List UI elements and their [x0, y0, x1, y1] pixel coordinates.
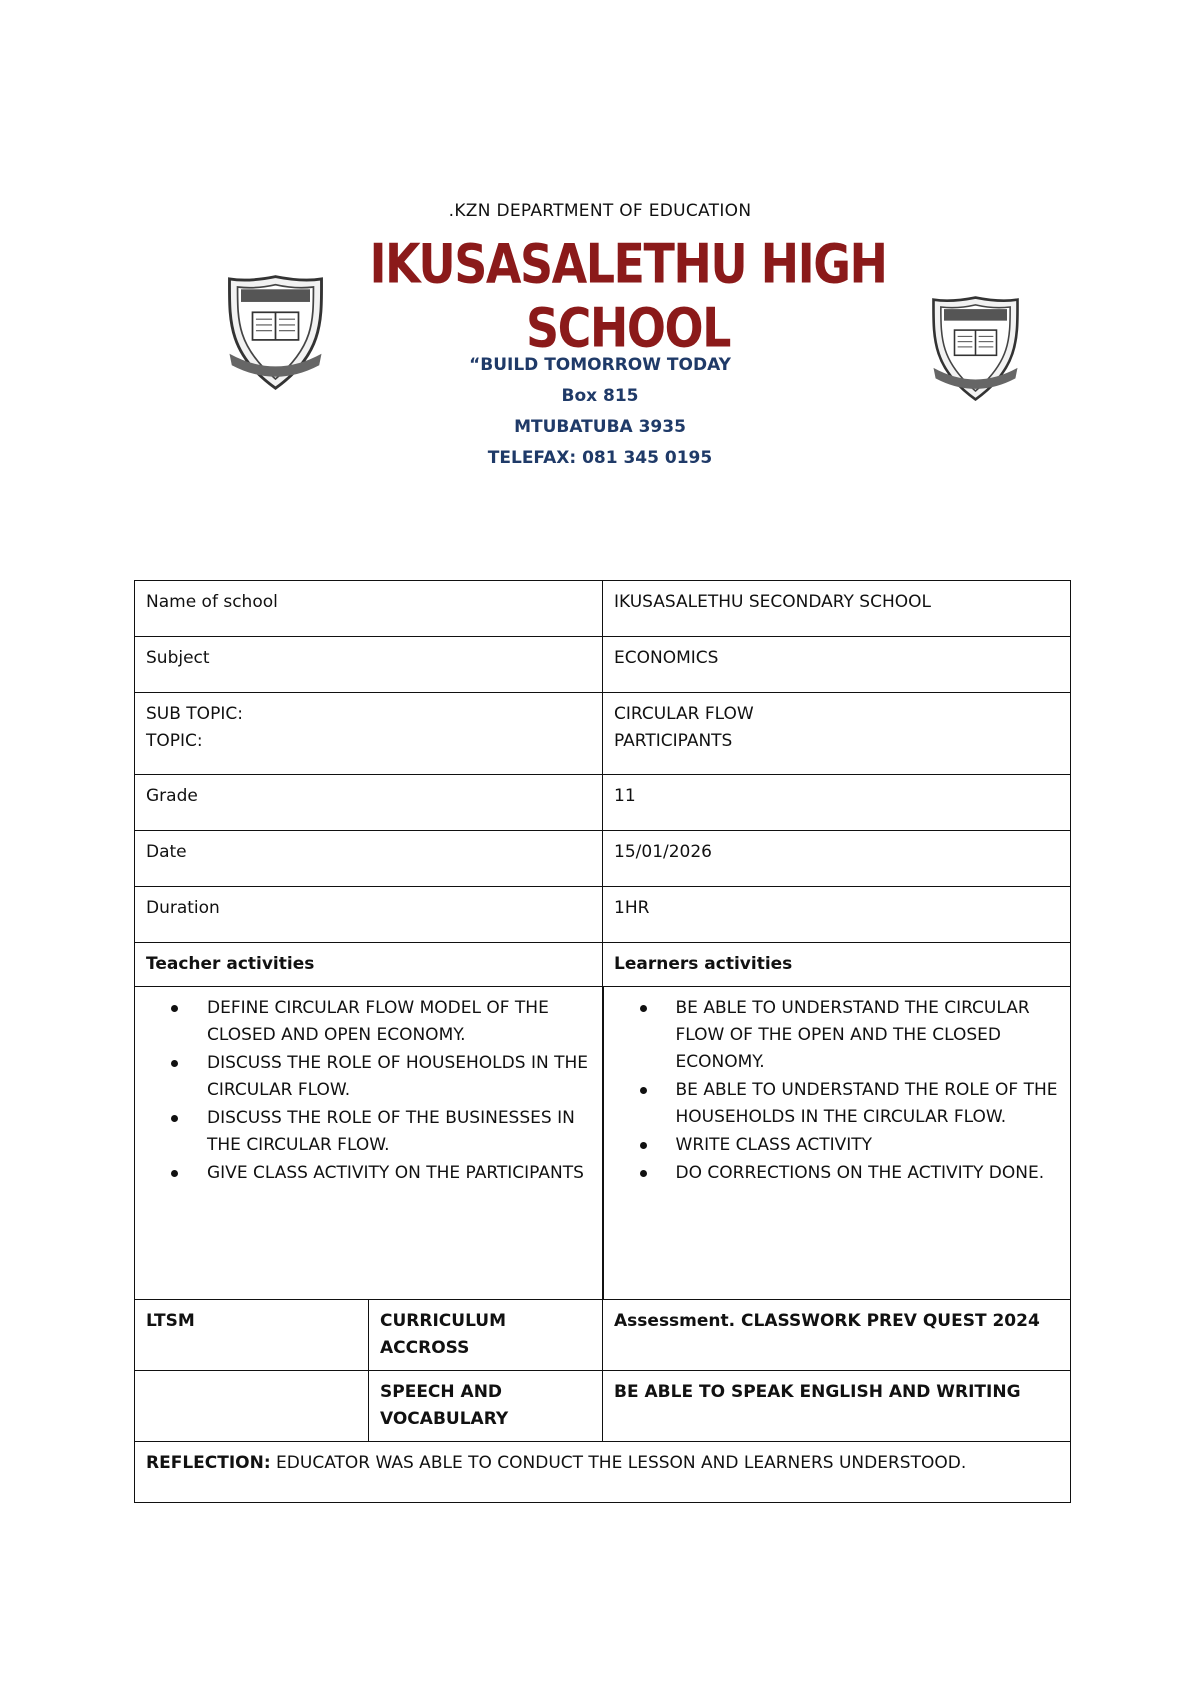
postal-town: MTUBATUBA 3935	[514, 417, 686, 437]
value-sub-topic: CIRCULAR FLOW	[614, 704, 754, 724]
value-name-of-school: IKUSASALETHU SECONDARY SCHOOL	[603, 581, 1071, 637]
curriculum-across-label: CURRICULUM ACCROSS	[369, 1300, 603, 1371]
assessment-cell: Assessment. CLASSWORK PREV QUEST 2024	[603, 1300, 1071, 1371]
value-topic	[603, 693, 1071, 775]
label-duration: Duration	[135, 887, 603, 943]
teacher-activities-cell	[135, 987, 603, 1300]
row-name-of-school	[135, 581, 1071, 637]
value-duration: 1HR	[603, 887, 1071, 943]
school-name-title: IKUSASALETHU HIGH SCHOOL	[369, 232, 887, 360]
row-topic	[135, 693, 1071, 775]
row-activities	[135, 987, 1071, 1300]
label-topic	[135, 693, 603, 775]
postal-box: Box 815	[561, 386, 639, 406]
row-reflection	[135, 1442, 1071, 1503]
row-date	[135, 831, 1071, 887]
value-topic-line: PARTICIPANTS	[614, 731, 733, 751]
label-topic-line: TOPIC:	[146, 731, 203, 751]
ltsm-label: LTSM	[135, 1300, 369, 1371]
value-grade: 11	[603, 775, 1071, 831]
department-heading: .KZN DEPARTMENT OF EDUCATION	[448, 201, 752, 221]
lesson-plan-table	[134, 580, 1071, 1503]
list-item: WRITE CLASS ACTIVITY	[676, 1132, 1060, 1159]
list-item: DEFINE CIRCULAR FLOW MODEL OF THE CLOSED AND OPEN ECONOMY.	[207, 995, 591, 1049]
label-name-of-school: Name of school	[135, 581, 603, 637]
speak-english-cell: BE ABLE TO SPEAK ENGLISH AND WRITING	[603, 1371, 1071, 1442]
telefax: TELEFAX: 081 345 0195	[487, 448, 713, 468]
label-date: Date	[135, 831, 603, 887]
learner-activities-list	[615, 995, 1060, 1187]
row-subject	[135, 637, 1071, 693]
row-ltsm	[135, 1300, 1071, 1371]
teacher-activities-list	[146, 995, 591, 1187]
list-item: DISCUSS THE ROLE OF THE BUSINESSES IN THE CIRCULAR FLOW.	[207, 1105, 591, 1159]
value-subject: ECONOMICS	[603, 637, 1071, 693]
label-subject: Subject	[135, 637, 603, 693]
school-crest-left	[218, 273, 333, 393]
row-speech	[135, 1371, 1071, 1442]
row-grade	[135, 775, 1071, 831]
row-activity-headings	[135, 943, 1071, 987]
row-duration	[135, 887, 1071, 943]
reflection-text: EDUCATOR WAS ABLE TO CONDUCT THE LESSON AND LEARNERS UNDERSTOOD.	[270, 1453, 967, 1473]
label-grade: Grade	[135, 775, 603, 831]
speech-vocabulary-label: SPEECH AND VOCABULARY	[369, 1371, 603, 1442]
list-item: BE ABLE TO UNDERSTAND THE CIRCULAR FLOW OF THE OPEN AND THE CLOSED ECONOMY.	[676, 995, 1060, 1076]
learner-activities-heading: Learners activities	[603, 943, 1071, 987]
reflection-cell	[135, 1442, 1071, 1503]
list-item: GIVE CLASS ACTIVITY ON THE PARTICIPANTS	[207, 1160, 591, 1187]
school-motto: “BUILD TOMORROW TODAY	[469, 355, 731, 375]
learner-activities-cell	[603, 987, 1071, 1300]
value-date: 15/01/2026	[603, 831, 1071, 887]
label-sub-topic: SUB TOPIC:	[146, 704, 243, 724]
list-item: DO CORRECTIONS ON THE ACTIVITY DONE.	[676, 1160, 1060, 1187]
list-item: DISCUSS THE ROLE OF HOUSEHOLDS IN THE CIRCULAR FLOW.	[207, 1050, 591, 1104]
list-item: BE ABLE TO UNDERSTAND THE ROLE OF THE HOUSEHOLDS IN THE CIRCULAR FLOW.	[676, 1077, 1060, 1131]
teacher-activities-heading: Teacher activities	[135, 943, 603, 987]
empty-cell	[135, 1371, 369, 1442]
reflection-label: REFLECTION:	[146, 1453, 271, 1473]
